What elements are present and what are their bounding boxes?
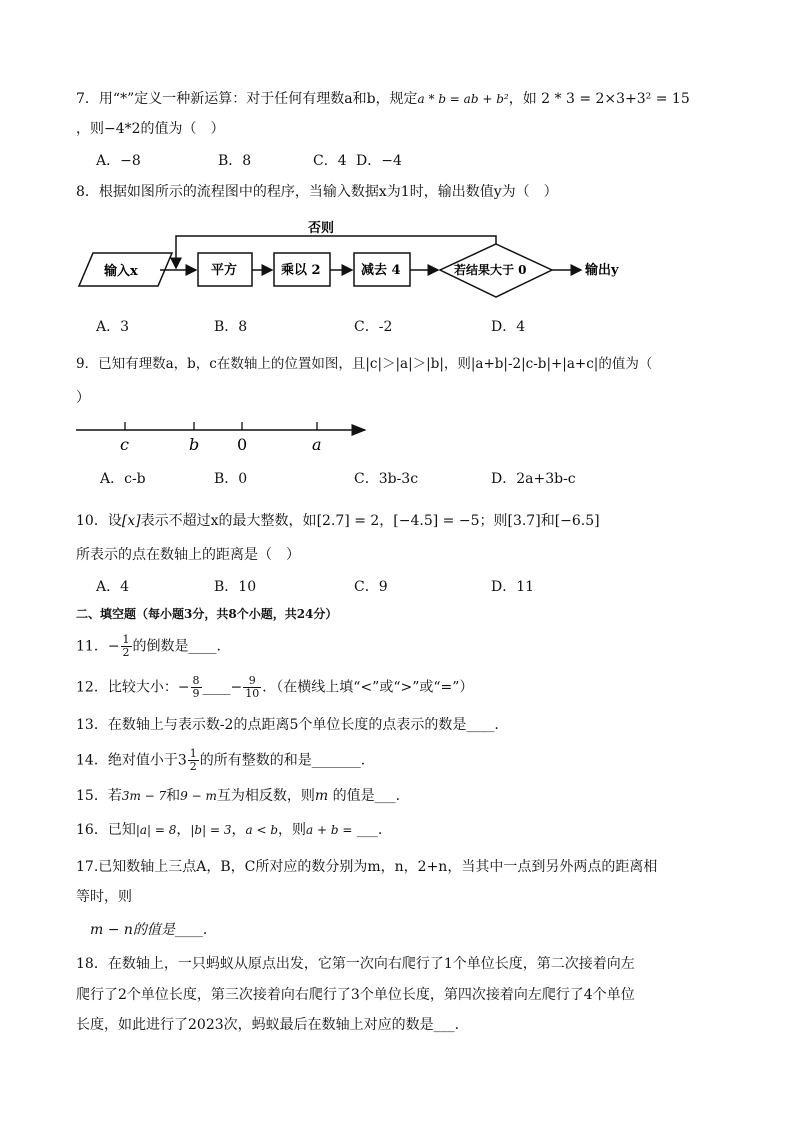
q9-line2: ） (76, 390, 90, 406)
loop-label: 否则 (308, 221, 335, 236)
q10-example-1: [2.7] = 2 (316, 513, 380, 529)
q11-pre: 11．− (76, 638, 120, 655)
q16-expr-4: a + b = (306, 823, 353, 837)
q11-fraction: $\frac{1}{2}$ (122, 633, 130, 659)
q9-option-a[interactable]: A．c-b (100, 471, 146, 487)
q7-example: ，如 2 * 3 = 2×3+3² = 15 (508, 91, 690, 107)
q9-line1: 9．已知有理数a，b，c在数轴上的位置如图，且|c|＞|a|＞|b|，则|a+b|-2|c-b|+|a+c|的值为（ (76, 356, 653, 372)
q16 (76, 821, 382, 839)
label-c: c (120, 435, 129, 454)
q12-mid: ____− (202, 679, 243, 696)
q10-text-a: 10．设 (76, 513, 122, 529)
flow-square-label: 平方 (211, 263, 238, 278)
label-b: b (189, 435, 200, 454)
q8-flowchart (0, 210, 794, 310)
q15-post-1: 互为相反数，则 (216, 788, 315, 804)
q16-expr-3: a < b (245, 823, 279, 837)
q15-expr-2: 9 − m (180, 789, 217, 803)
flow-input-label: 输入x (104, 264, 138, 279)
q7-option-c[interactable]: C．4 (313, 153, 347, 169)
q10-example-2: [−4.5] = −5 (393, 513, 480, 529)
flow-output-label: 输出y (585, 263, 619, 278)
q8-text: 8．根据如图所示的流程图中的程序，当输入数据x为1时，输出数值y为（ ） (76, 184, 558, 200)
q11 (76, 634, 221, 659)
q15-expr-1: 3m − 7 (121, 789, 167, 803)
q13: 13．在数轴上与表示数-2的点距离5个单位长度的点表示的数是____. (76, 717, 499, 733)
q17-line2: 等时，则 (76, 889, 132, 905)
q18-line1: 18．在数轴上，一只蚂蚁从原点出发，它第一次向右爬行了1个单位长度，第二次接着向左 (76, 956, 635, 972)
q7-text: 7．用“*”定义一种新运算：对于任何有理数a和b，规定 (76, 91, 418, 107)
q16-expr-1: |a| = 8 (135, 823, 177, 837)
q7-option-d[interactable]: D．−4 (356, 153, 402, 169)
q7-option-a[interactable]: A．−8 (96, 153, 141, 169)
q10-option-a[interactable]: A．4 (96, 579, 130, 595)
q11-post: 的倒数是____. (132, 638, 221, 655)
q10-option-b[interactable]: B．10 (214, 579, 257, 595)
q14-fraction: $\frac{1}{2}$ (189, 747, 197, 773)
q10-floor-neg65: [−6.5] (554, 513, 600, 529)
q10-option-c[interactable]: C．9 (354, 579, 388, 595)
q12-post: ．（在横线上填“<”或“>”或“=”） (262, 679, 474, 696)
q10-line1 (76, 512, 600, 530)
q8-option-a[interactable]: A．3 (96, 319, 130, 335)
q14 (76, 748, 365, 773)
q18-line2: 爬行了2个单位长度，第三次接着向右爬行了3个单位长度，第四次接着向左爬行了4个单位 (76, 987, 635, 1003)
q10-sep: ， (379, 513, 394, 529)
q14-post: 的所有整数的和是_______. (199, 752, 366, 769)
q15-post-2: 的值是___. (328, 788, 401, 804)
q9-option-c[interactable]: C．3b-3c (354, 471, 419, 487)
q16-sep-2: ， (231, 822, 246, 838)
q14-pre: 14．绝对值小于3 (76, 752, 187, 769)
q15-mid: 和 (166, 788, 181, 804)
q16-expr-2: |b| = 3 (190, 823, 232, 837)
q16-pre: 16．已知 (76, 822, 136, 838)
q10-option-d[interactable]: D．11 (491, 579, 535, 595)
flow-times2-label: 乘以 2 (281, 263, 321, 278)
q12-pre: 12．比较大小：− (76, 679, 190, 696)
flow-minus4-label: 减去 4 (361, 263, 401, 278)
q10-floor-37: [3.7] (507, 513, 541, 529)
q10-and: 和 (540, 513, 555, 529)
q16-sep-3: ，则 (278, 822, 307, 838)
q7-line1 (76, 90, 690, 108)
q15 (76, 787, 400, 805)
q10-text-b: 表示不超过x的最大整数，如 (140, 513, 317, 529)
q8-option-c[interactable]: C．-2 (354, 319, 393, 335)
q10-text-c: ；则 (479, 513, 508, 529)
q12-fraction-2: $\frac{9}{10}$ (245, 674, 260, 700)
q8-option-b[interactable]: B．8 (214, 319, 248, 335)
q10-line2: 所表示的点在数轴上的距离是（ ） (76, 547, 300, 563)
q15-m: m (314, 788, 329, 804)
label-0: 0 (237, 435, 248, 454)
q7-line2: ，则−4*2的值为（ ） (76, 121, 225, 137)
q9-option-d[interactable]: D．2a+3b-c (491, 471, 576, 487)
q12-fraction-1: $\frac{8}{9}$ (192, 674, 200, 700)
q9-number-line (0, 410, 794, 460)
flow-decision-label: 若结果大于 0 (454, 263, 527, 277)
q7-option-b[interactable]: B．8 (218, 153, 252, 169)
q16-sep-1: ， (176, 822, 191, 838)
label-a: a (312, 435, 322, 454)
q17-line3: m − n的值是____. (90, 922, 208, 938)
q7-rule: a * b = ab + b² (417, 92, 509, 106)
q9-option-b[interactable]: B．0 (214, 471, 248, 487)
q8-option-d[interactable]: D．4 (491, 319, 526, 335)
q18-line3: 长度，如此进行了2023次，蚂蚁最后在数轴上对应的数是___. (76, 1017, 460, 1033)
q10-floor-x: [x] (121, 513, 141, 529)
q12 (76, 675, 473, 700)
section-2-heading: 二、填空题（每小题3分，共8个小题，共24分） (76, 607, 338, 621)
q17-line1: 17.已知数轴上三点A，B，C所对应的数分别为m，n，2+n，当其中一点到另外两点的距离相 (76, 859, 658, 875)
q16-post: ___. (352, 822, 383, 838)
q15-pre: 15．若 (76, 788, 122, 804)
